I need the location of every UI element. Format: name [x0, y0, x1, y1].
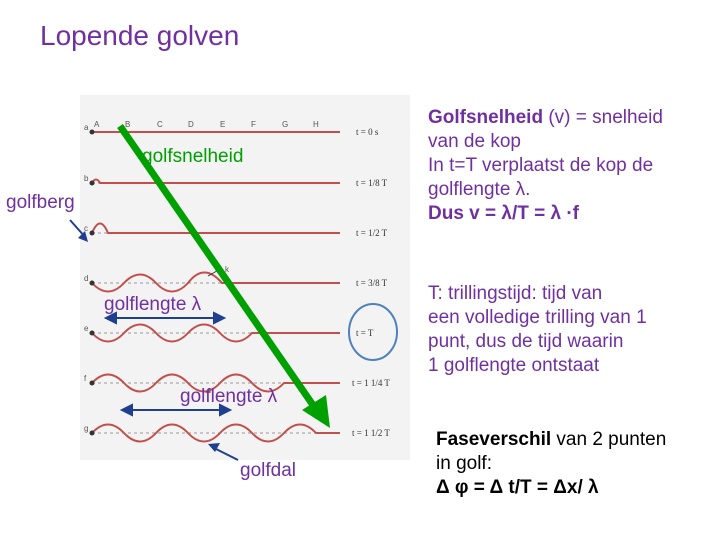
- column-letter: D: [188, 120, 194, 129]
- p1-rest: (v) = snelheid: [543, 107, 663, 128]
- p3-line2: in golf:: [436, 453, 492, 474]
- time-label: t = 1 1/2 T: [352, 428, 390, 438]
- p1-line3: In t=T verplaatst de kop de: [428, 155, 654, 176]
- row-letter: f: [84, 374, 87, 383]
- row-letter: b: [84, 174, 89, 183]
- time-label: t = T: [356, 328, 374, 338]
- golfsnelheid-label: golfsnelheid: [142, 146, 244, 167]
- row-letter: d: [84, 274, 89, 283]
- paragraph-golfsnelheid: [428, 106, 718, 226]
- p2-line3: punt, dus de tijd waarin: [428, 331, 624, 352]
- time-label: t = 1 1/4 T: [352, 378, 390, 388]
- column-letter: H: [313, 120, 319, 129]
- p3-line3: Δ φ = Δ t/T = Δx/ λ: [436, 477, 599, 498]
- golflengte-label-1: golflengte λ: [104, 294, 202, 315]
- slide-title: Lopende golven: [40, 20, 240, 51]
- paragraph-trillingstijd: [428, 282, 718, 378]
- column-letter: B: [125, 120, 131, 129]
- row-letter: g: [84, 424, 89, 433]
- p2-line1: T: trillingstijd: tijd van: [428, 283, 603, 304]
- row-letter: c: [84, 224, 88, 233]
- golflengte-label-2: golflengte λ: [180, 386, 278, 407]
- p2-line2: een volledige trilling van 1: [428, 307, 647, 328]
- time-label: t = 1/8 T: [356, 178, 388, 188]
- p1-line4: golflengte λ.: [428, 179, 531, 200]
- k-label: k: [225, 265, 229, 274]
- golfberg-label: golfberg: [6, 192, 75, 213]
- row-letter: e: [84, 324, 89, 333]
- p1-line5: Dus v = λ/T = λ ·f: [428, 203, 579, 224]
- p1-line2: van de kop: [428, 131, 521, 152]
- p3-bold: Faseverschil: [436, 429, 552, 450]
- time-label: t = 3/8 T: [356, 278, 388, 288]
- row-letter: a: [84, 123, 89, 132]
- golfdal-label: golfdal: [240, 460, 296, 481]
- p1-bold: Golfsnelheid: [428, 107, 544, 128]
- paragraph-faseverschil: [436, 428, 716, 500]
- column-letter: G: [282, 120, 289, 129]
- column-letter: C: [157, 120, 163, 129]
- time-label: t = 1/2 T: [356, 228, 388, 238]
- time-label: t = 0 s: [356, 127, 379, 137]
- column-letter: E: [220, 120, 226, 129]
- p3-rest: van 2 punten: [551, 429, 667, 450]
- p2-line4: 1 golflengte ontstaat: [428, 355, 600, 376]
- column-letter: F: [251, 120, 256, 129]
- column-letter: A: [94, 120, 100, 129]
